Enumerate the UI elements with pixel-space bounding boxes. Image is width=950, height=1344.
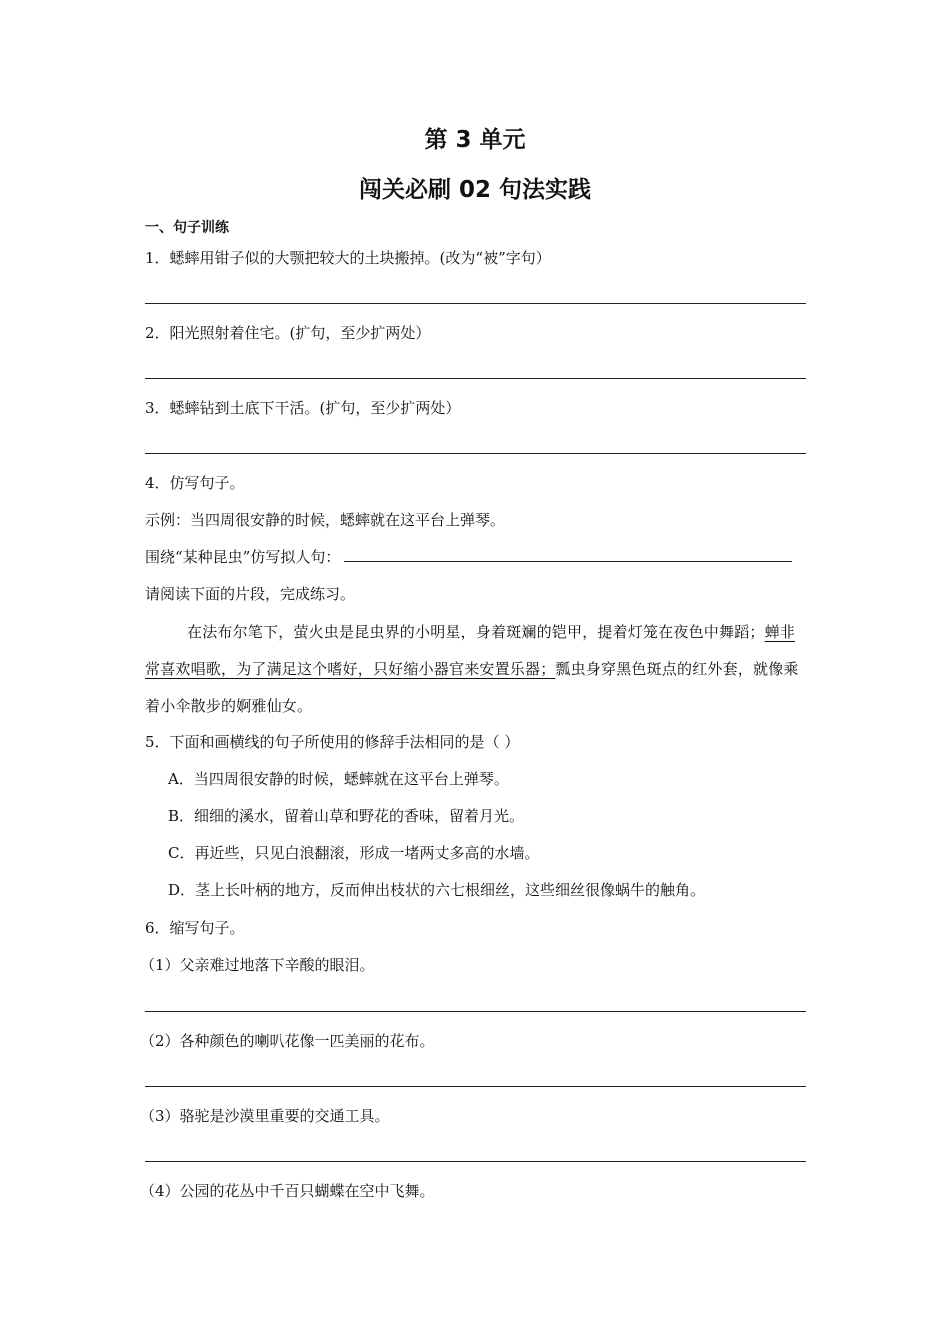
imitation-prompt-label: 围绕“某种昆虫”仿写拟人句： [145, 548, 341, 566]
option-a[interactable]: A．当四周很安静的时候，蟋蟀就在这平台上弹琴。 [168, 770, 509, 788]
answer-line-6-1[interactable] [145, 1011, 806, 1012]
answer-line-6-3[interactable] [145, 1161, 806, 1162]
question-4: 4．仿写句子。 [145, 474, 245, 492]
example-sentence: 示例：当四周很安静的时候，蟋蟀就在这平台上弹琴。 [145, 511, 506, 529]
question-1: 1．蟋蟀用钳子似的大颚把较大的土块搬掉。(改为“被”字句） [145, 249, 551, 267]
reading-passage [145, 614, 806, 725]
option-c[interactable]: C．再近些，只见白浪翻滚，形成一堵两丈多高的水墙。 [168, 844, 540, 862]
q6-item-4: （4）公园的花丛中千百只蝴蝶在空中飞舞。 [140, 1182, 435, 1200]
answer-line-2[interactable] [145, 378, 806, 379]
question-6: 6．缩写句子。 [145, 919, 245, 937]
imitation-prompt [145, 547, 792, 567]
passage-part-1: 在法布尔笔下，萤火虫是昆虫界的小明星，身着斑斓的铠甲，提着灯笼在夜色中舞蹈； [187, 623, 765, 641]
q6-item-1: （1）父亲难过地落下辛酸的眼泪。 [140, 956, 375, 974]
reading-intro: 请阅读下面的片段，完成练习。 [145, 585, 356, 603]
q6-item-2: （2）各种颜色的喇叭花像一匹美丽的花布。 [140, 1032, 435, 1050]
answer-line-1[interactable] [145, 303, 806, 304]
option-d[interactable]: D．茎上长叶柄的地方，反而伸出枝状的六七根细丝，这些细丝很像蜗牛的触角。 [168, 881, 706, 899]
passage-underlined-sentence: 蝉非常喜欢唱歌，为了满足这个嗜好，只好缩小器官来安置乐器； [145, 623, 796, 678]
q6-item-3: （3）骆驼是沙漠里重要的交通工具。 [140, 1107, 390, 1125]
option-b[interactable]: B．细细的溪水，留着山草和野花的香味，留着月光。 [168, 807, 525, 825]
section-heading: 一、句子训练 [145, 220, 229, 236]
question-5: 5．下面和画横线的句子所使用的修辞手法相同的是（ ） [145, 733, 520, 751]
question-3: 3．蟋蟀钻到土底下干活。(扩句，至少扩两处） [145, 399, 461, 417]
answer-line-3[interactable] [145, 453, 806, 454]
passage-part-2: 瓢虫身穿黑色斑点的红外套，就像乘着小伞散步的婀雅仙女。 [145, 660, 799, 715]
answer-line-6-2[interactable] [145, 1086, 806, 1087]
worksheet-title: 闯关必刷 02 句法实践 [358, 177, 592, 203]
imitation-answer-blank[interactable] [344, 547, 792, 562]
unit-title: 第 3 单元 [424, 127, 526, 153]
question-2: 2．阳光照射着住宅。(扩句，至少扩两处） [145, 324, 431, 342]
